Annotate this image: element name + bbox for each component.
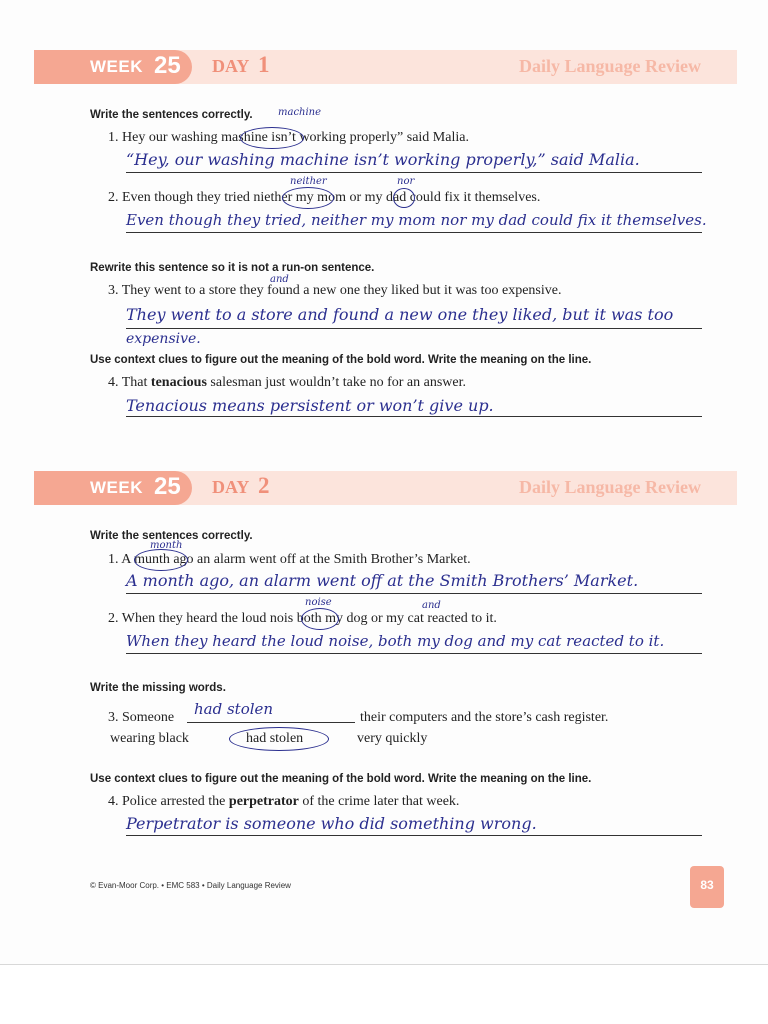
series-title: Daily Language Review (519, 477, 701, 497)
day1-instruction-3: Use context clues to figure out the meaning of the bold word. Write the meaning on the line. (90, 354, 592, 366)
day2-q2-correction-2: and (422, 600, 441, 611)
day1-question-3: 3. They went to a store they found a new one they liked but it was too expensive. (108, 283, 562, 298)
q4-suffix: salesman just wouldn’t take no for an answer. (210, 375, 466, 390)
day1-answer-4: Tenacious means persistent or won’t give up. (126, 396, 494, 415)
day1-q2-correction-1: neither (290, 176, 327, 187)
bold-word: tenacious (150, 375, 207, 390)
q4-prefix: 4. Police arrested the (108, 794, 226, 809)
week-number: 25 (154, 52, 181, 79)
answer-line (126, 232, 702, 233)
day2-question-2: 2. When they heard the loud nois both my dog or my cat reacted to it. (108, 611, 497, 626)
day2-answer-1: A month ago, an alarm went off at the Smith Brothers’ Market. (126, 571, 639, 590)
day2-q2-circle-mark (301, 608, 339, 630)
day2-question-3-suffix: their computers and the store’s cash register. (360, 710, 609, 725)
day2-header-band (34, 471, 737, 505)
day2-q1-correction: month (150, 540, 183, 551)
day1-answer-3-line2: expensive. (126, 331, 201, 347)
day1-answer-1: “Hey, our washing machine isn’t working properly,” said Malia. (126, 150, 640, 169)
day2-instruction-1: Write the sentences correctly. (90, 530, 253, 542)
day2-question-3-prefix: 3. Someone (108, 710, 175, 725)
day1-header-band (34, 50, 737, 84)
day1-answer-2: Even though they tried, neither my mom nor my dad could fix it themselves. (126, 211, 707, 229)
day1-q3-correction: and (270, 274, 289, 285)
word-choice-1: wearing black (110, 731, 189, 746)
day1-answer-3-line1: They went to a store and found a new one they liked, but it was too (126, 305, 674, 324)
day2-question-4 (108, 794, 459, 810)
answer-line (126, 172, 702, 173)
day1-instruction-2: Rewrite this sentence so it is not a run-on sentence. (90, 262, 375, 274)
day1-question-2: 2. Even though they tried niether my mom or my dad could fix it themselves. (108, 190, 541, 205)
q4-suffix: of the crime later that week. (302, 794, 460, 809)
day-number: 2 (258, 473, 270, 498)
day1-q2-circle-mark-1 (282, 187, 334, 209)
answer-line (126, 835, 702, 836)
day1-q1-correction: machine (278, 107, 322, 118)
day2-q3-fill-answer: had stolen (194, 700, 274, 718)
word-choice-3: very quickly (357, 731, 428, 746)
day2-answer-4: Perpetrator is someone who did something wrong. (126, 814, 537, 833)
day-label: DAY (212, 477, 250, 497)
day1-question-1: 1. Hey our washing mashine isn’t working properly” said Malia. (108, 130, 469, 145)
day2-instruction-2: Write the missing words. (90, 682, 226, 694)
day2-answer-2: When they heard the loud noise, both my dog and my cat reacted to it. (126, 632, 665, 650)
day1-q2-circle-mark-2 (393, 188, 415, 208)
bold-word: perpetrator (228, 794, 299, 809)
day2-q2-correction-1: noise (305, 597, 332, 608)
day2-instruction-3: Use context clues to figure out the meaning of the bold word. Write the meaning on the line. (90, 773, 592, 785)
day1-q2-correction-2: nor (397, 176, 415, 187)
day1-instruction-1: Write the sentences correctly. (90, 109, 253, 121)
day2-question-1: 1. A munth ago an alarm went off at the Smith Brother’s Market. (108, 552, 471, 567)
word-choice-2: had stolen (246, 731, 304, 746)
week-label: WEEK (90, 57, 143, 76)
week-number: 25 (154, 473, 181, 500)
copyright-footer: © Evan-Moor Corp. • EMC 583 • Daily Language Review (90, 881, 291, 890)
fill-blank-line (187, 722, 355, 723)
day1-q1-circle-mark (240, 127, 304, 149)
answer-line (126, 416, 702, 417)
answer-line (126, 593, 702, 594)
answer-line (126, 328, 702, 329)
series-title: Daily Language Review (519, 56, 701, 76)
q4-prefix: 4. That (108, 375, 148, 390)
day1-question-4 (108, 375, 466, 391)
day-number: 1 (258, 52, 270, 77)
page-number-badge: 83 (690, 866, 724, 908)
day-label: DAY (212, 56, 250, 76)
day2-q1-circle-mark (134, 549, 188, 571)
answer-line (126, 653, 702, 654)
word-choice-circle-mark (229, 727, 329, 751)
week-label: WEEK (90, 478, 143, 497)
